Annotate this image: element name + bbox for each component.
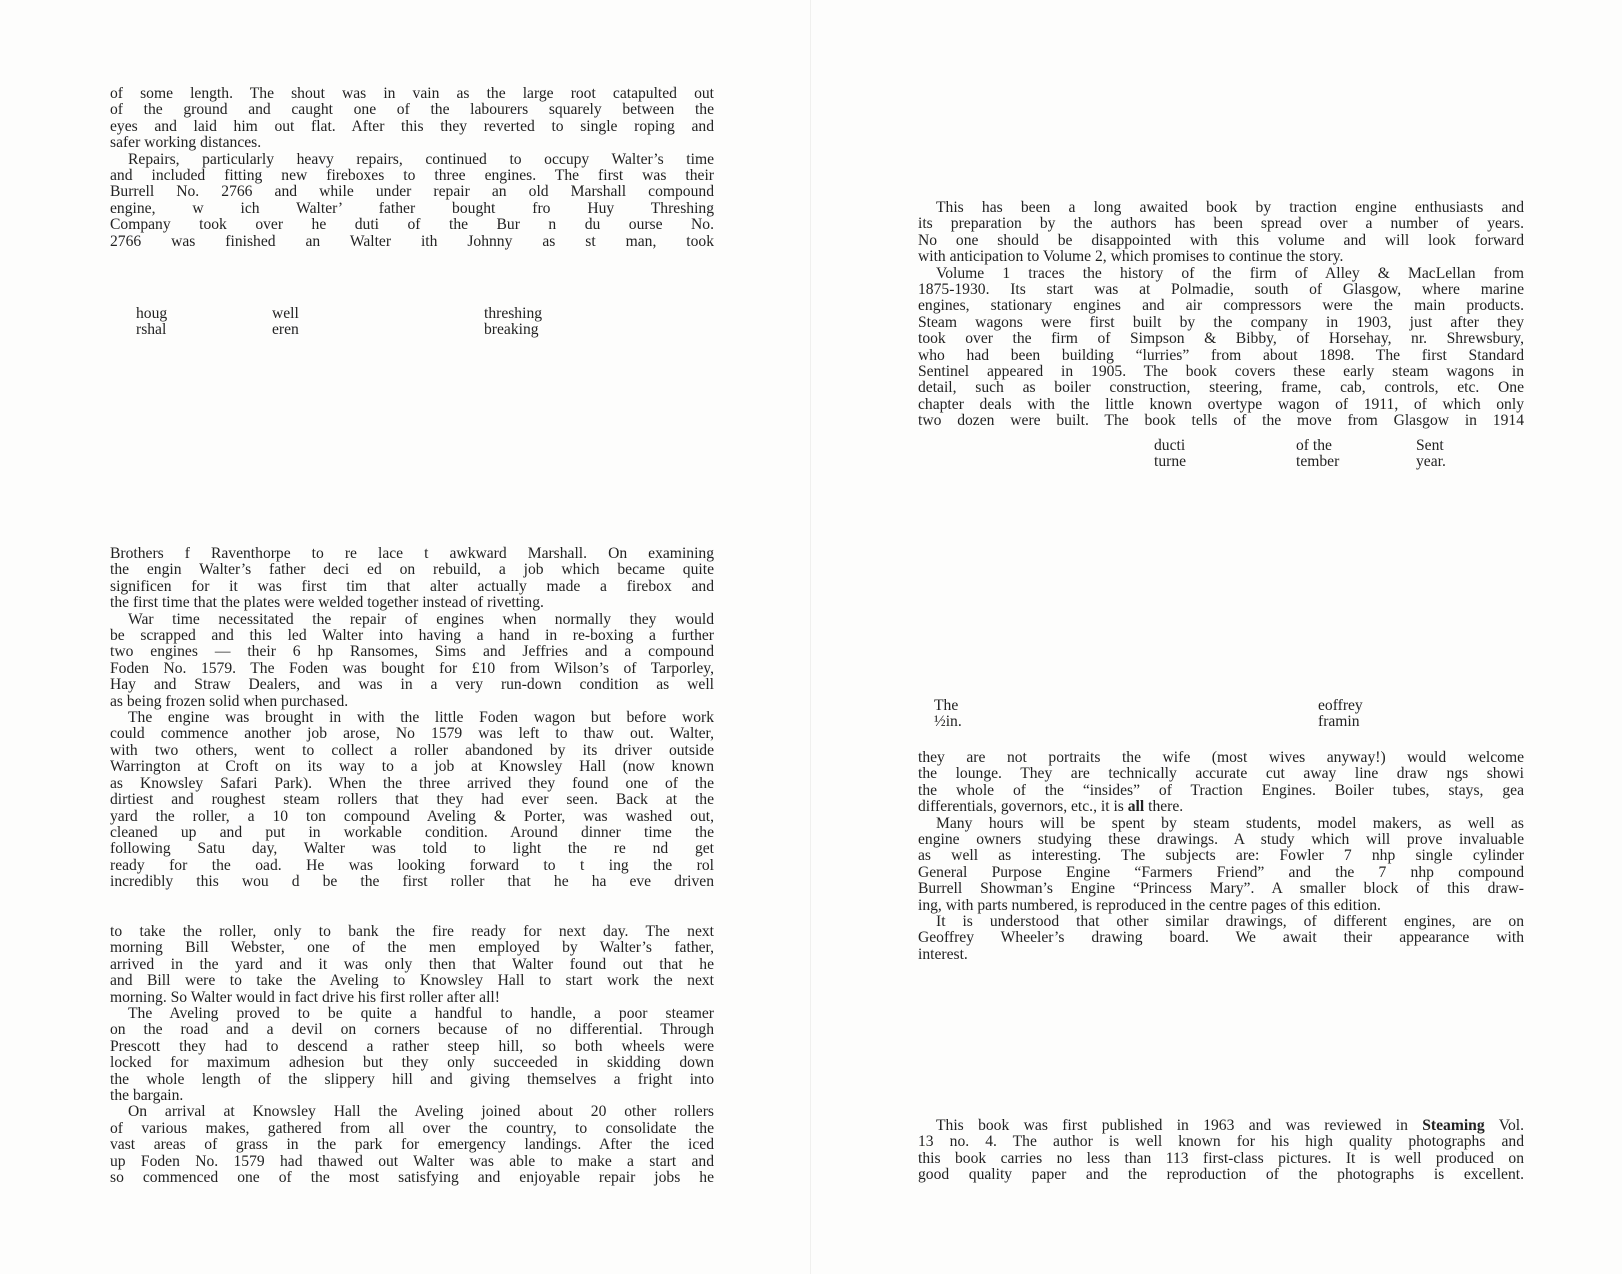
text-line: Sentinel appeared in 1905. The book covers these early steam wagons in	[918, 363, 1524, 381]
text-line: took over the firm of Simpson & Bibby, of Horsehay, nr. Shrewsbury,	[918, 330, 1524, 348]
text-line: General Purpose Engine “Farmers Friend” and the 7 nhp compound	[918, 863, 1524, 881]
review-photographs-text	[918, 1118, 1524, 1184]
text-line: detail, such as boiler construction, steering, frame, cab, controls, etc. One	[918, 379, 1524, 397]
fragment-word: of the	[1296, 437, 1332, 454]
text-line: good quality paper and the reproduction of the photographs is excellent.	[918, 1166, 1524, 1184]
text-line: with two others, went to collect a roller abandoned by its driver outside	[110, 741, 714, 759]
text-line: It is understood that other similar drawings, of different engines, are on	[936, 913, 1524, 931]
text-line: Steam wagons were first built by the company in 1903, just after they	[918, 313, 1524, 331]
page-gutter	[810, 0, 811, 1274]
text-line: Burrell Showman’s Engine “Princess Mary”. A smaller block of this draw-	[918, 880, 1524, 898]
text-line: to take the roller, only to bank the fire ready for next day. The next	[110, 923, 714, 940]
review-drawings-text	[918, 750, 1524, 963]
text-line: could commence another job arose, No 1579 was left to thaw out. Walter,	[110, 725, 714, 743]
left-bottom-text-block	[110, 924, 714, 1187]
text-line: arrived in the yard and it was only then that Walter found out that he	[110, 955, 714, 973]
text-line: of some length. The shout was in vain as the large root catapulted out	[110, 85, 714, 102]
text-line: the first time that the plates were welded together instead of rivetting.	[110, 594, 544, 612]
text-line: interest.	[918, 945, 968, 963]
fragment-word: tember	[1296, 453, 1340, 471]
text-line: War time necessitated the repair of engines when normally they would	[128, 610, 714, 628]
review-fragment	[1154, 438, 1186, 471]
fragment-word: ½in.	[934, 713, 962, 731]
text-line: morning. So Walter would in fact drive his first roller after all!	[110, 988, 500, 1006]
text-line: 2766 was finished an Walter ith Johnny as st man, took	[110, 232, 714, 250]
text-line: morning Bill Webster, one of the men employed by Walter’s father,	[110, 939, 714, 957]
text-line: On arrival at Knowsley Hall the Aveling joined about 20 other rollers	[128, 1103, 714, 1121]
right-page	[811, 0, 1622, 1274]
review-fragment	[1416, 438, 1446, 471]
fragment-word: ducti	[1154, 437, 1186, 454]
fragment-word: eoffrey	[1318, 697, 1363, 714]
text-line: Repairs, particularly heavy repairs, continued to occupy Walter’s time	[128, 150, 714, 168]
text-line: two engines — their 6 hp Ransomes, Sims and Jeffries and a compound	[110, 643, 714, 661]
text-line: cleaned up and put in workable condition. Around dinner time the	[110, 823, 714, 841]
left-middle-text-block	[110, 546, 714, 891]
text-line: Many hours will be spent by steam students, model makers, as well as	[936, 814, 1524, 832]
text-line: 13 no. 4. The author is well known for his high quality photographs and	[918, 1133, 1524, 1151]
text-line: Geoffrey Wheeler’s drawing board. We await their appearance with	[918, 929, 1524, 947]
text-line: Brothers f Raventhorpe to re lace t awkward Marshall. On examining	[110, 545, 714, 562]
left-caption-fragment	[272, 306, 299, 339]
text-line: ing, with parts numbered, is reproduced in the centre pages of this edition.	[918, 896, 1381, 914]
text-line: up Foden No. 1579 had thawed out Walter was able to make a start and	[110, 1152, 714, 1170]
fragment-word: turne	[1154, 453, 1187, 471]
text-line: the whole length of the slippery hill and giving themselves a fright into	[110, 1070, 714, 1088]
fragment-word: year.	[1416, 453, 1446, 471]
text-line: Hay and Straw Dealers, and was in a very run-down condition as well	[110, 676, 714, 694]
left-top-text-block	[110, 86, 714, 250]
fragment-word: Sent	[1416, 437, 1444, 454]
text-line: so commenced one of the most satisfying and enjoyable repair jobs he	[110, 1169, 714, 1187]
text-line: This book was first published in 1963 and was reviewed in Steaming Vol.	[936, 1117, 1524, 1134]
text-line: locked for maximum adhesion but they only succeeded in skidding down	[110, 1054, 714, 1072]
text-line: of the ground and caught one of the labourers squarely between the	[110, 101, 714, 119]
fragment-word: breaking	[484, 321, 539, 339]
text-line: of various makes, gathered from all over the country, to consolidate the	[110, 1119, 714, 1137]
text-line: following Satu day, Walter was told to light the re nd get	[110, 840, 714, 858]
text-line: Foden No. 1579. The Foden was bought for £10 from Wilson’s of Tarporley,	[110, 659, 714, 677]
text-line: ready for the oad. He was looking forward to t ing the rol	[110, 856, 714, 874]
text-line: 1875-1930. Its start was at Polmadie, south of Glasgow, where marine	[918, 281, 1524, 299]
text-line: The Aveling proved to be quite a handful to handle, a poor steamer	[128, 1005, 714, 1023]
text-line: engine owners studying these drawings. A study which will prove invaluable	[918, 831, 1524, 849]
text-line: vast areas of grass in the park for emergency landings. After the iced	[110, 1136, 714, 1154]
review-fragment	[1296, 438, 1339, 471]
text-line: engines, stationary engines and air compressors were the main products.	[918, 297, 1524, 315]
text-line: eyes and laid him out flat. After this they reverted to single roping and	[110, 117, 714, 135]
text-line: on the road and a devil on corners because of no differential. Through	[110, 1021, 714, 1039]
text-line: and included fitting new fireboxes to three engines. The first was their	[110, 167, 714, 185]
text-line: significen for it was first tim that alter actually made a firebox and	[110, 577, 714, 595]
text-line: as well as interesting. The subjects are: Fowler 7 nhp single cylinder	[918, 847, 1524, 865]
text-line: as being frozen solid when purchased.	[110, 692, 349, 710]
text-line: The engine was brought in with the little Foden wagon but before work	[128, 709, 714, 727]
text-line: differentials, governors, etc., it is all there.	[918, 798, 1184, 816]
left-caption-fragment	[484, 306, 542, 339]
text-line: Volume 1 traces the history of the firm of Alley & MacLellan from	[936, 264, 1524, 282]
fragment-word: houg	[136, 305, 168, 322]
text-line: the lounge. They are technically accurate cut away line draw ngs showi	[918, 765, 1524, 783]
text-line: This has been a long awaited book by traction engine enthusiasts and	[936, 199, 1524, 216]
fragment-word: well	[272, 305, 299, 322]
left-caption-fragment	[136, 306, 167, 339]
text-line: the whole of the “insides” of Traction Engines. Boiler tubes, stays, gea	[918, 781, 1524, 799]
text-line: Company took over he duti of the Bur n du ourse No.	[110, 216, 714, 234]
fragment-word: threshing	[484, 305, 543, 322]
text-line: yard the roller, a 10 ton compound Aveling & Porter, was washed out,	[110, 807, 714, 825]
text-line: Prescott they had to descend a rather steep hill, so both wheels were	[110, 1037, 714, 1055]
text-line: this book carries no less than 113 first-class pictures. It is well produced on	[918, 1149, 1524, 1167]
text-line: they are not portraits the wife (most wives anyway!) would welcome	[918, 749, 1524, 766]
fragment-word: rshal	[136, 321, 167, 339]
text-line: two dozen were built. The book tells of the move from Glasgow in 1914	[918, 412, 1524, 430]
text-line: and Bill were to take the Aveling to Knowsley Hall to start work the next	[110, 972, 714, 990]
text-line: be scrapped and this led Walter into having a hand in re-boxing a further	[110, 627, 714, 645]
fragment-word: framin	[1318, 713, 1360, 731]
text-line: who had been building “lurries” from about 1898. The first Standard	[918, 346, 1524, 364]
text-line: safer working distances.	[110, 134, 262, 152]
text-line: its preparation by the authors has been spread over a number of years.	[918, 215, 1524, 233]
review-fragment	[934, 698, 962, 731]
text-line: Burrell No. 2766 and while under repair an old Marshall compound	[110, 183, 714, 201]
text-line: engine, w ich Walter’ father bought fro Huy Threshing	[110, 199, 714, 217]
text-line: dirtiest and roughest steam rollers that they had ever seen. Back at the	[110, 791, 714, 809]
text-line: incredibly this wou d be the first roller that he ha eve driven	[110, 873, 714, 891]
text-line: Warrington at Croft on its way to a job at Knowsley Hall (now known	[110, 758, 714, 776]
text-line: as Knowsley Safari Park). When the three arrived they found one of the	[110, 774, 714, 792]
review-fragment	[1318, 698, 1363, 731]
text-line: with anticipation to Volume 2, which promises to continue the story.	[918, 248, 1344, 266]
text-line: chapter deals with the little known overtype wagon of 1911, of which only	[918, 395, 1524, 413]
text-line: the engin Walter’s father deci ed on rebuild, a job which became quite	[110, 561, 714, 579]
fragment-word: The	[934, 697, 959, 714]
review-alley-maclellan-text	[918, 200, 1524, 430]
text-line: the bargain.	[110, 1087, 184, 1105]
fragment-word: eren	[272, 321, 299, 339]
text-line: No one should be disappointed with this volume and will look forward	[918, 231, 1524, 249]
